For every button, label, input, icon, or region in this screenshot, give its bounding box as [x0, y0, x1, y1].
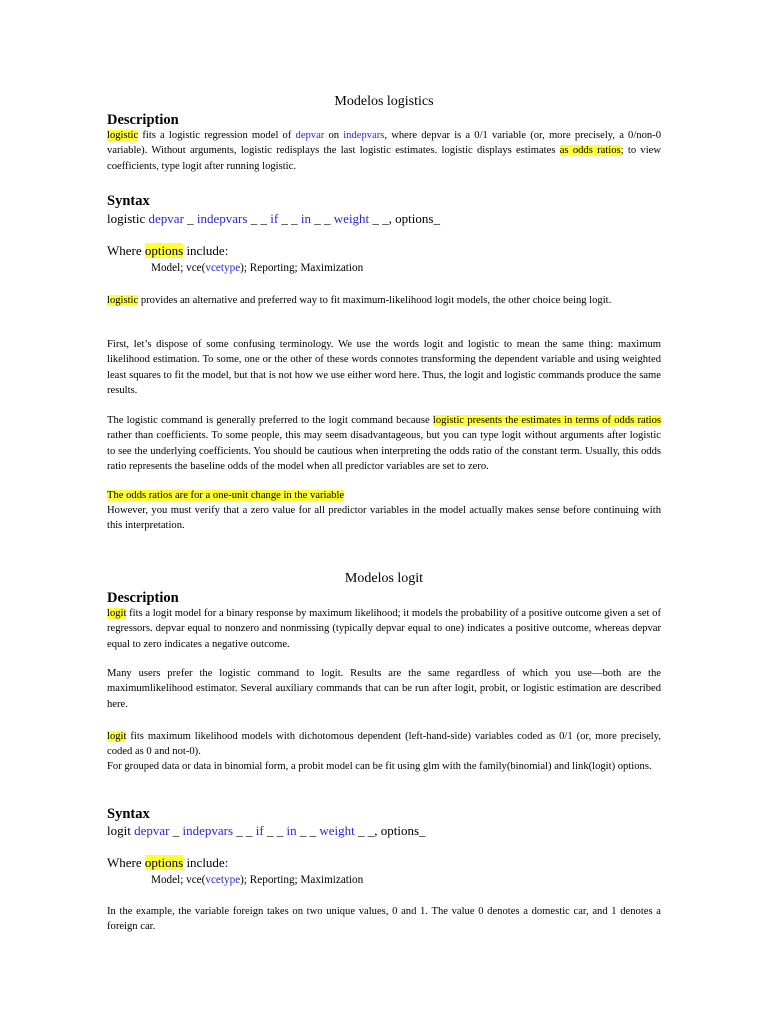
text-run: ; to view coefficients, type logit after running logistic. — [107, 145, 664, 172]
text-run: For grouped data or data in binomial form, a probit model can be fit using glm with the family(binomial) and link(logit) options. — [107, 761, 652, 772]
text-run: _ _ — [278, 211, 301, 226]
section-title-logit: Modelos logit — [344, 571, 424, 586]
text-run: logistic — [107, 211, 149, 226]
text-run: fits a logistic regression model of — [138, 130, 296, 141]
syntax-heading: Syntax — [107, 193, 150, 209]
text-run: _ _ — [263, 823, 287, 838]
text-run: provides an alternative and preferred way to fit maximum-likelihood logit models, the other choice being logit. — [138, 295, 612, 306]
keyword-text: depvar — [295, 130, 325, 141]
keyword-text: in — [286, 823, 297, 838]
highlighted-text: options — [144, 855, 184, 870]
logistic-paragraph-3 — [107, 413, 664, 475]
text-run: fits a logit model for a binary response by maximum likelihood; it models the probability of a positive outcome given a set of regressors. depvar equal to nonzero and nonmissing (typically depvar equal to one) indicates a positive outcome, whereas depvar equal to zero indicates a negative outcome. — [107, 608, 664, 650]
text-run: _ _ — [247, 211, 271, 226]
text-run: include: — [183, 243, 229, 258]
keyword-text: vcetype — [205, 874, 241, 886]
text-run: _ _, options_ — [354, 823, 426, 838]
text-run: _ — [169, 823, 183, 838]
text-run: Where — [107, 243, 145, 258]
logistic-description — [107, 128, 664, 174]
highlighted-text: The odds ratios are for a one-unit change in the variable — [107, 490, 345, 501]
text-run: First, let’s dispose of some confusing terminology. We use the words logit and logistic to mean the same thing: maximum likelihood estimation. To some, one or the other of these words connotes transforming the dependent variable and using weighted least squares to fit the model, but that is not how we use either word here. Thus, the logit and logistic commands produce the same results. — [107, 339, 664, 397]
text-run: Model; vce( — [151, 874, 206, 886]
highlighted-text: logistic — [107, 130, 139, 141]
logit-paragraph-3 — [107, 759, 661, 774]
text-run: logit — [107, 823, 135, 838]
logistic-paragraph-2 — [107, 337, 664, 399]
text-run: on — [324, 130, 344, 141]
where-options-line — [107, 243, 661, 259]
text-run: include: — [183, 855, 229, 870]
section-title-logistics: Modelos logistics — [334, 94, 434, 109]
keyword-text: indepvars — [343, 130, 385, 141]
logit-paragraph-1 — [107, 666, 664, 712]
text-run: Where — [107, 855, 145, 870]
text-run: rather than coefficients. To some people, this may seem disadvantageous, but you can type logit without arguments after logistic to see the underlying coefficients. You should be cautious when interpreting the odds ratio of the constant term. Usually, this odds ratio represents the baseline odds of the model when all predictor variables are set to zero. — [107, 415, 664, 473]
where-options-line — [107, 855, 661, 871]
text-run: Many users prefer the logistic command to logit. Results are the same regardless of which you use—both are the maximumlikelihood estimator. Several auxiliary commands that can be run after logit, probit, or logistic estimation are described here. — [107, 668, 664, 710]
keyword-text: indepvars — [182, 823, 234, 838]
description-heading: Description — [107, 590, 179, 606]
text-run: _ _ — [311, 211, 334, 226]
keyword-text: indepvars — [196, 211, 248, 226]
highlighted-text: logistic — [107, 295, 139, 306]
text-run: _ _ — [296, 823, 320, 838]
text-run: The logistic command is generally preferred to the logit command because — [107, 415, 433, 426]
keyword-text: vcetype — [205, 262, 241, 274]
highlighted-text: logistic presents the estimates in terms of odds ratios — [432, 415, 662, 426]
options-list — [151, 873, 705, 888]
keyword-text: depvar — [134, 823, 170, 838]
logistic-syntax — [107, 211, 661, 227]
text-run: However, you must verify that a zero value for all predictor variables in the model actually makes sense before continuing with this interpretation. — [107, 505, 664, 532]
logistic-paragraph-5 — [107, 503, 664, 534]
keyword-text: if — [270, 211, 279, 226]
keyword-text: weight — [319, 823, 355, 838]
logit-paragraph-4 — [107, 904, 664, 935]
text-run: fits maximum likelihood models with dichotomous dependent (left-hand-side) variables coded as 0/1 (or, more precisely, coded as 0 and not-0). — [107, 731, 664, 758]
highlighted-text: as odds ratios — [559, 145, 621, 157]
highlighted-text: options — [144, 243, 184, 258]
text-run: _ — [183, 211, 197, 226]
text-run: , where depvar is a 0/1 variable (or, more precisely, a 0/non-0 variable). Without arguments, logistic redisplays the last logistic estimates. logistic displays estimates — [107, 130, 664, 157]
text-run: ); Reporting; Maximization — [240, 874, 364, 886]
text-run: Model; vce( — [151, 262, 206, 274]
keyword-text: if — [255, 823, 264, 838]
logistic-paragraph-1 — [107, 293, 661, 308]
syntax-heading: Syntax — [107, 806, 150, 822]
text-run: _ _, options_ — [369, 211, 440, 226]
logit-syntax — [107, 823, 661, 839]
description-heading: Description — [107, 112, 179, 128]
text-run: _ _ — [233, 823, 256, 838]
text-run: ); Reporting; Maximization — [240, 262, 364, 274]
highlighted-text: logit — [107, 731, 127, 742]
keyword-text: weight — [333, 211, 370, 226]
highlighted-text: logit — [107, 608, 127, 619]
odds-ratio-note — [107, 488, 661, 503]
keyword-text: in — [300, 211, 312, 226]
logit-description — [107, 606, 664, 652]
logit-paragraph-2 — [107, 729, 664, 760]
text-run: In the example, the variable foreign takes on two unique values, 0 and 1. The value 0 denotes a domestic car, and 1 denotes a foreign car. — [107, 906, 664, 933]
options-list — [151, 261, 705, 276]
keyword-text: depvar — [148, 211, 184, 226]
